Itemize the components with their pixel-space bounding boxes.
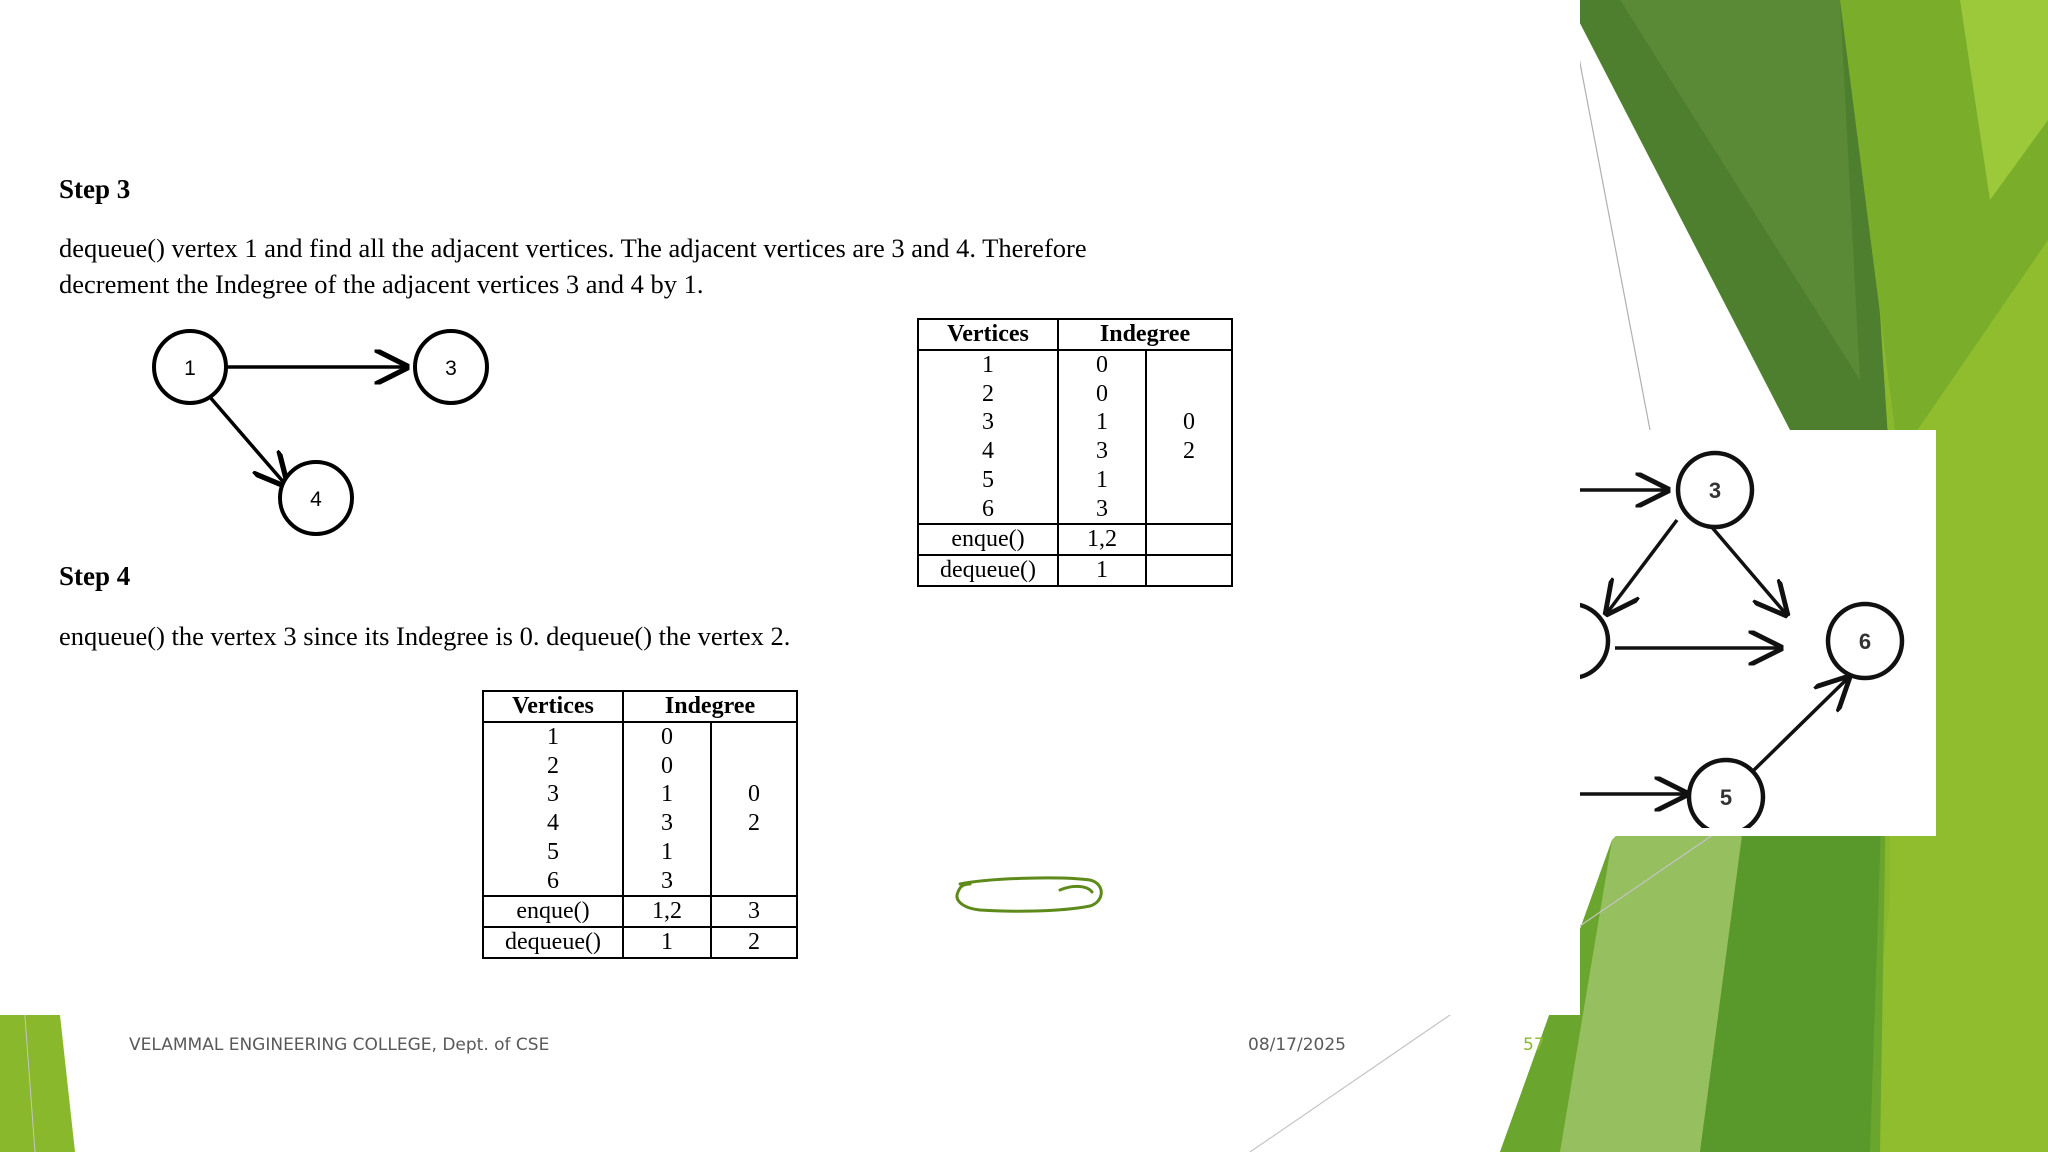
step3-graph-diagram: [140, 320, 510, 540]
slide-number: 57: [1523, 1035, 1545, 1055]
footer-organization: VELAMMAL ENGINEERING COLLEGE, Dept. of CSE: [129, 1035, 550, 1055]
table-header-indegree: Indegree: [623, 691, 797, 722]
table-row: 4 3 2: [483, 809, 797, 838]
step4-heading: Step 4: [59, 561, 131, 591]
table-header-vertices: Vertices: [483, 691, 623, 722]
table-row: 2 0: [483, 752, 797, 781]
table-row: 4 3 2: [918, 437, 1232, 466]
graph-node-3: [415, 331, 487, 403]
table-row: 2 0: [918, 380, 1232, 409]
table-dequeue-row: dequeue() 1: [918, 555, 1232, 586]
step4-description: [59, 618, 1239, 654]
table-row: 1 0: [918, 350, 1232, 380]
step3-indegree-table: [917, 318, 1233, 587]
table-row: 6 3: [918, 495, 1232, 525]
step3-line-1: dequeue() vertex 1 and find all the adjacent vertices. The adjacent vertices are 3 and 4. Therefore: [59, 233, 1087, 263]
svg-text:5: 5: [1719, 785, 1733, 810]
graph-node-1: [154, 331, 226, 403]
graph-node-6: [1828, 604, 1902, 678]
table-header-row: [918, 319, 1232, 350]
table-row: 1 0: [483, 722, 797, 752]
step3-description: [59, 230, 1239, 302]
table-header-indegree: Indegree: [1058, 319, 1232, 350]
graph-node-5: [1689, 760, 1763, 834]
table-row: 5 1: [483, 838, 797, 867]
svg-text:3: 3: [1708, 478, 1722, 503]
svg-text:3: 3: [445, 357, 457, 380]
table-enque-row: enque() 1,2: [918, 524, 1232, 555]
table-row: 3 1 0: [918, 408, 1232, 437]
svg-text:1: 1: [184, 357, 196, 380]
table-row: 6 3: [483, 867, 797, 897]
table-header-vertices: Vertices: [918, 319, 1058, 350]
step3-line-2: decrement the Indegree of the adjacent vertices 3 and 4 by 1.: [59, 269, 704, 299]
table-enque-row: enque() 1,2 3: [483, 896, 797, 927]
table-dequeue-row: dequeue() 1 2: [483, 927, 797, 958]
graph-node-4: [280, 462, 352, 534]
step4-indegree-table: [482, 690, 798, 959]
table-row: 5 1: [918, 466, 1232, 495]
svg-text:4: 4: [310, 488, 322, 511]
edge-1-4: [209, 396, 286, 485]
handwritten-annotation-mark: [950, 870, 1110, 922]
table-row: 3 1 0: [483, 780, 797, 809]
svg-text:6: 6: [1858, 629, 1872, 654]
step4-line-1: enqueue() the vertex 3 since its Indegree is 0. dequeue() the vertex 2.: [59, 621, 791, 651]
step3-heading: Step 3: [59, 174, 131, 204]
graph-node-3: [1678, 453, 1752, 527]
table-header-row: [483, 691, 797, 722]
footer-date: 08/17/2025: [1248, 1035, 1346, 1055]
